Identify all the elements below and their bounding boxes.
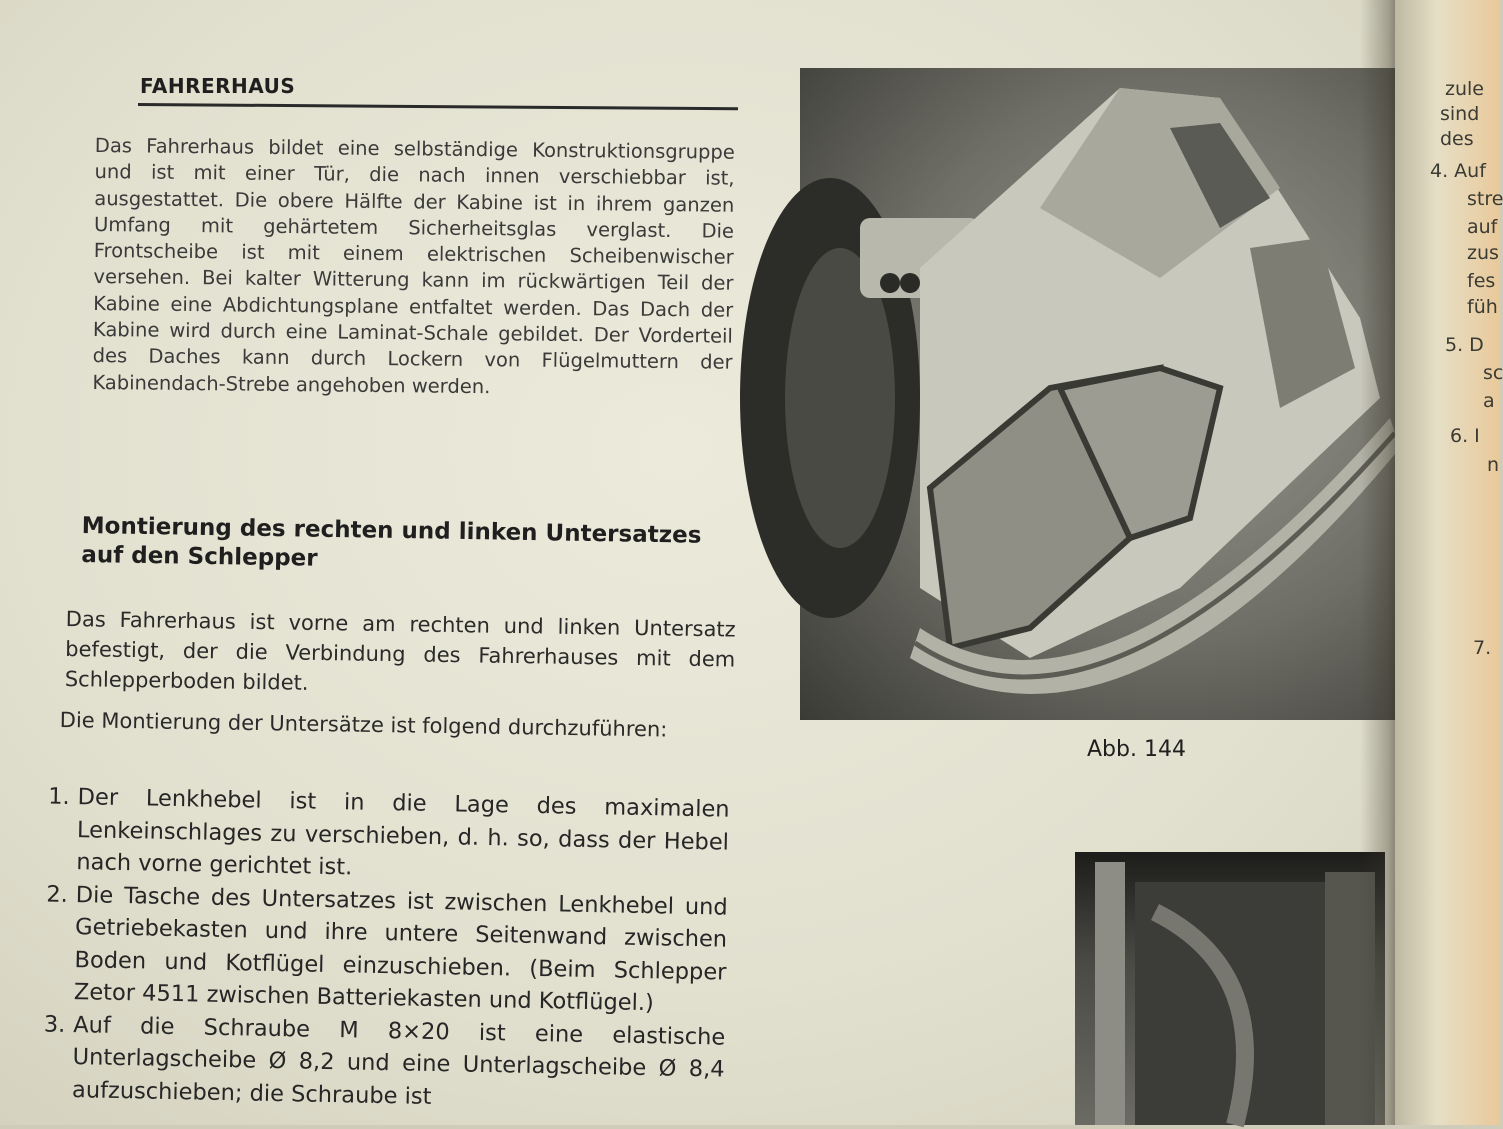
step-text: Die Tasche des Untersatzes ist zwischen Lenkhebel und Getriebekasten und ihre untere Seitenwand zwischen Boden und Kotflügel einzuschieben. (Beim Schlepper Zetor 4511 zwischen Batteriekasten und Kotflügel.) xyxy=(73,881,728,1017)
step-number: 1. xyxy=(47,783,70,810)
section-title: FAHRERHAUS xyxy=(140,74,296,98)
figure-caption: Abb. 144 xyxy=(1087,737,1186,762)
step-number: 2. xyxy=(46,881,69,908)
facing-text-fragment: fes xyxy=(1467,270,1496,292)
facing-page xyxy=(1395,0,1503,1125)
step-text: Der Lenkhebel ist in die Lage des maximalen Lenkeinschlages zu verschieben, d. h. so, dass der Hebel nach vorne gerichtet ist. xyxy=(76,784,730,881)
facing-text-fragment: zus xyxy=(1467,242,1499,264)
facing-text-fragment: 6. I xyxy=(1450,425,1480,447)
facing-text-fragment: stre xyxy=(1467,188,1503,210)
cab-illustration xyxy=(800,68,1420,720)
paragraph-untersatz: Das Fahrerhaus ist vorne am rechten und linken Untersatz befestigt, der die Verbindung des Fahrerhauses mit dem Schlepperboden bildet. xyxy=(64,606,736,695)
paragraph-montierung: Die Montierung der Untersätze ist folgend durchzuführen: xyxy=(59,707,668,742)
step-text: Auf die Schraube M 8×20 ist eine elastische Unterlagscheibe Ø 8,2 und eine Unterlagscheibe Ø 8,4 aufzuschieben; die Schraube ist xyxy=(71,1011,726,1110)
facing-text-fragment: n xyxy=(1487,454,1500,476)
facing-text-fragment: 4. Auf xyxy=(1430,160,1486,182)
list-item xyxy=(14,1007,726,1118)
facing-text-fragment: 7. xyxy=(1473,637,1492,659)
facing-text-fragment: zule xyxy=(1445,78,1484,100)
facing-text-fragment: auf xyxy=(1467,216,1498,238)
facing-text-fragment: 5. D xyxy=(1445,334,1484,356)
intro-paragraph: Das Fahrerhaus bildet eine selbständige Konstruktionsgruppe und ist mit einer Tür, die nach innen verschiebbar ist, ausgestattet. Die obere Hälfte der Kabine ist in ihrem ganzen Umfang mit gehärtetem Sicherheitsglas verglast. Die Frontscheibe ist mit einem elektrischen Scheibenwischer versehen. Bei kalter Witterung kann im rückwärtigen Teil der Kabine eine Abdichtungsplane entfaltet werden. Das Dach der Kabine wird durch eine Laminat-Schale gebildet. Der Vorderteil des Daches kann durch Lockern von Flügelmuttern der Kabinendach-Strebe angehoben werden. xyxy=(92,133,735,398)
section-title-rule xyxy=(138,103,738,110)
second-photo xyxy=(1075,852,1385,1125)
facing-text-fragment: des xyxy=(1440,128,1474,150)
book-gutter xyxy=(1360,0,1400,1125)
subheading: Montierung des rechten und linken Untersatzes auf den Schlepper xyxy=(81,512,702,572)
facing-text-fragment: füh xyxy=(1467,296,1498,318)
list-item xyxy=(16,877,728,1021)
step-number: 3. xyxy=(43,1011,66,1038)
second-photo-illustration xyxy=(1075,852,1385,1125)
cab-photo xyxy=(800,68,1420,720)
list-item xyxy=(18,780,730,891)
facing-text-fragment: a xyxy=(1483,390,1495,412)
facing-text-fragment: sc xyxy=(1483,362,1503,384)
steps-list xyxy=(14,780,730,1119)
facing-text-fragment: sind xyxy=(1440,103,1480,125)
